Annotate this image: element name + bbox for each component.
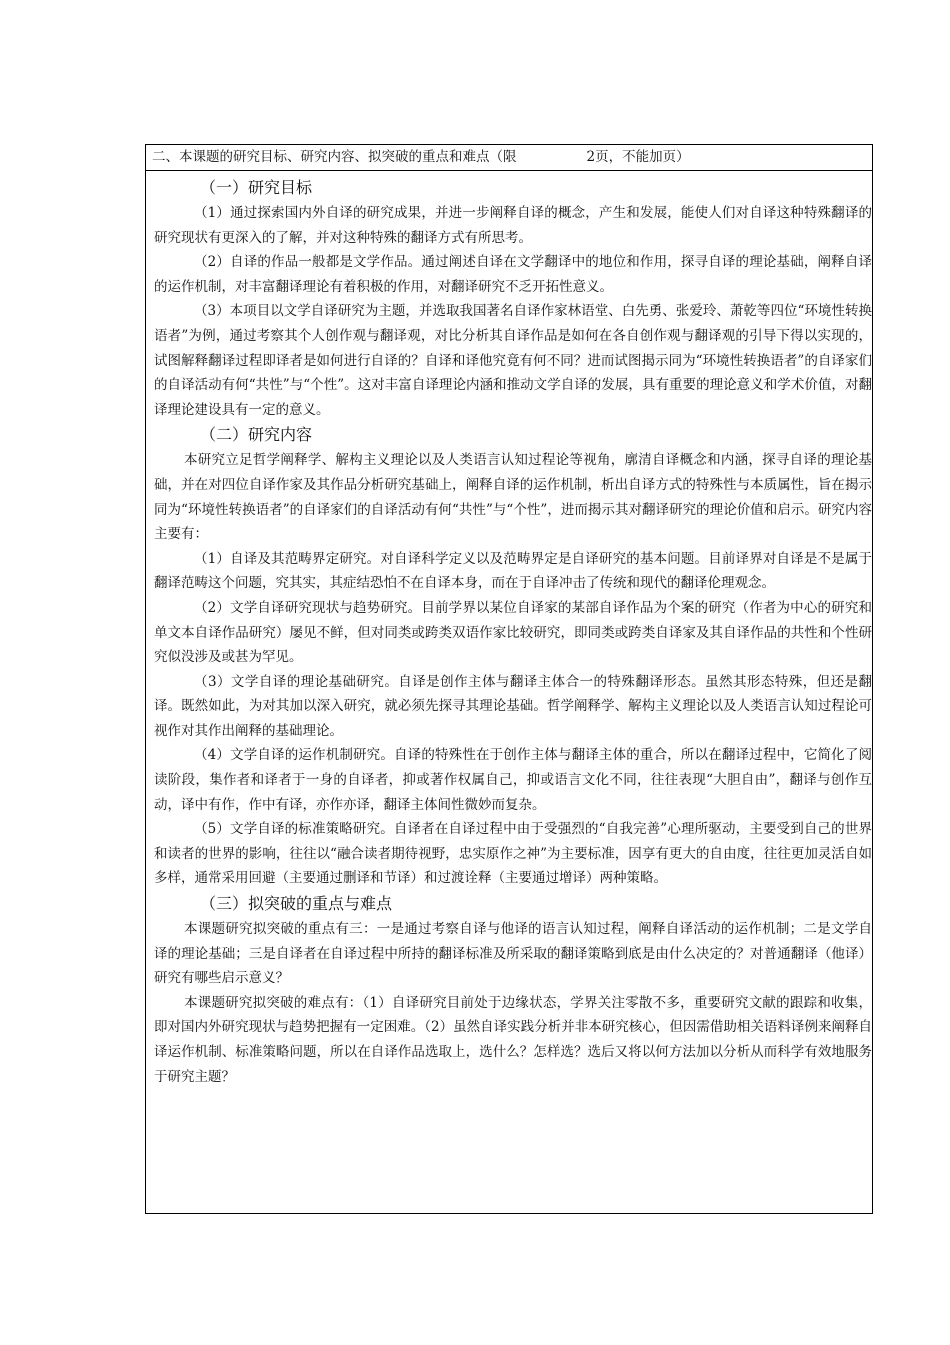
section-title-objectives: （一）研究目标 — [200, 178, 313, 197]
paragraph: 本课题研究拟突破的难点有：（1）自译研究目前处于边缘状态，学界关注零散不多，重要研究文献的跟踪和收集，即对国内外研究现状与趋势把握有一定困难。（2）虽然自译实践分析并非本研究核心，但因需借助相关语料译例来阐释自译运作机制、标准策略问题，所以在自译作品选取上，选什么？怎样选？选后又将以何方法加以分析从而科学有效地服务于研究主题？ — [154, 994, 872, 1085]
table-header-row — [146, 145, 872, 171]
paragraph: （5）文学自译的标准策略研究。自译者在自译过程中由于受强烈的“自我完善”心理所驱动，主要受到自己的世界和读者的世界的影响，往往以“融合读者期待视野，忠实原作之神”为主要标准，因享有更大的自由度，往往更加灵活自如多样，通常采用回避（主要通过删译和节译）和过渡诠释（主要通过增译）两种策略。 — [154, 821, 872, 887]
paragraph: （1）通过探索国内外自译的研究成果，并进一步阐释自译的概念，产生和发展，能使人们对自译这种特殊翻译的研究现状有更深入的了解，并对这种特殊的翻译方式有所思考。 — [154, 205, 872, 246]
paragraph: （2）文学自译研究现状与趋势研究。目前学界以某位自译家的某部自译作品为个案的研究（作者为中心的研究和单文本自译作品研究）屡见不鲜，但对同类或跨类双语作家比较研究，即同类或跨类自译家及其自译作品的共性和个性研究似没涉及或甚为罕见。 — [154, 599, 872, 666]
paragraph: （2）自译的作品一般都是文学作品。通过阐述自译在文学翻译中的地位和作用，探寻自译的理论基础，阐释自译的运作机制，对丰富翻译理论有着积极的作用，对翻译研究不乏开拓性意义。 — [154, 254, 872, 295]
paragraph: 本课题研究拟突破的重点有三：一是通过考察自译与他译的语言认知过程，阐释自译活动的运作机制；二是文学自译的理论基础；三是自译者在自译过程中所持的翻译标准及所采取的翻译策略到底是由什么决定的？对普通翻译（他译）研究有哪些启示意义？ — [154, 921, 872, 987]
paragraph: （3）本项目以文学自译研究为主题，并选取我国著名自译作家林语堂、白先勇、张爱玲、萧乾等四位“环境性转换语者”为例，通过考察其个人创作观与翻译观，对比分析其自译作品是如何在各自创作观与翻译观的引导下得以实现的，试图解释翻译过程即译者是如何进行自译的？自译和译他究竟有何不同？进而试图揭示同为“环境性转换语者”的自译家们的自译活动有何“共性”与“个性”。这对丰富自译理论内涵和推动文学自译的发展，具有重要的理论意义和学术价值，对翻译理论建设具有一定的意义。 — [154, 303, 872, 418]
paragraph: （1）自译及其范畴界定研究。对自译科学定义以及范畴界定是自译研究的基本问题。目前译界对自译是不是属于翻译范畴这个问题，究其实，其症结恐怕不在自译本身，而在于自译冲击了传统和现代的翻译伦理观念。 — [154, 550, 872, 592]
paragraph: （4）文学自译的运作机制研究。自译的特殊性在于创作主体与翻译主体的重合，所以在翻译过程中，它简化了阅读阶段，集作者和译者于一身的自译者，抑或著作权属自己，抑或语言文化不同，往往表现“大胆自由”，翻译与创作互动，译中有作，作中有译，亦作亦译，翻译主体间性微妙而复杂。 — [154, 747, 872, 813]
section-title-key-points: （三）拟突破的重点与难点 — [200, 894, 393, 914]
content-cell — [146, 171, 872, 1089]
section-title-content: （二）研究内容 — [200, 425, 313, 445]
paragraph: 本研究立足哲学阐释学、解构主义理论以及人类语言认知过程论等视角，廓清自译概念和内涵，探寻自译的理论基础，并在对四位自译作家及其作品分析研究基础上，阐释自译的运作机制，析出自译方式的特殊性与本质属性，旨在揭示同为“环境性转换语者”的自译家们的自译活动有何“共性”与“个性”，进而揭示其对翻译研究的理论价值和启示。研究内容主要有： — [154, 452, 872, 543]
header-label: 二、本课题的研究目标、研究内容、拟突破的重点和难点（限 — [152, 149, 517, 165]
header-page-limit: 2页，不能加页） — [586, 149, 690, 165]
form-table — [145, 144, 873, 1214]
paragraph: （3）文学自译的理论基础研究。自译是创作主体与翻译主体合一的特殊翻译形态。虽然其形态特殊，但还是翻译。既然如此，为对其加以深入研究，就必须先探寻其理论基础。哲学阐释学、解构主义理论以及人类语言认知过程论可视作对其作出阐释的基础理论。 — [154, 673, 872, 739]
